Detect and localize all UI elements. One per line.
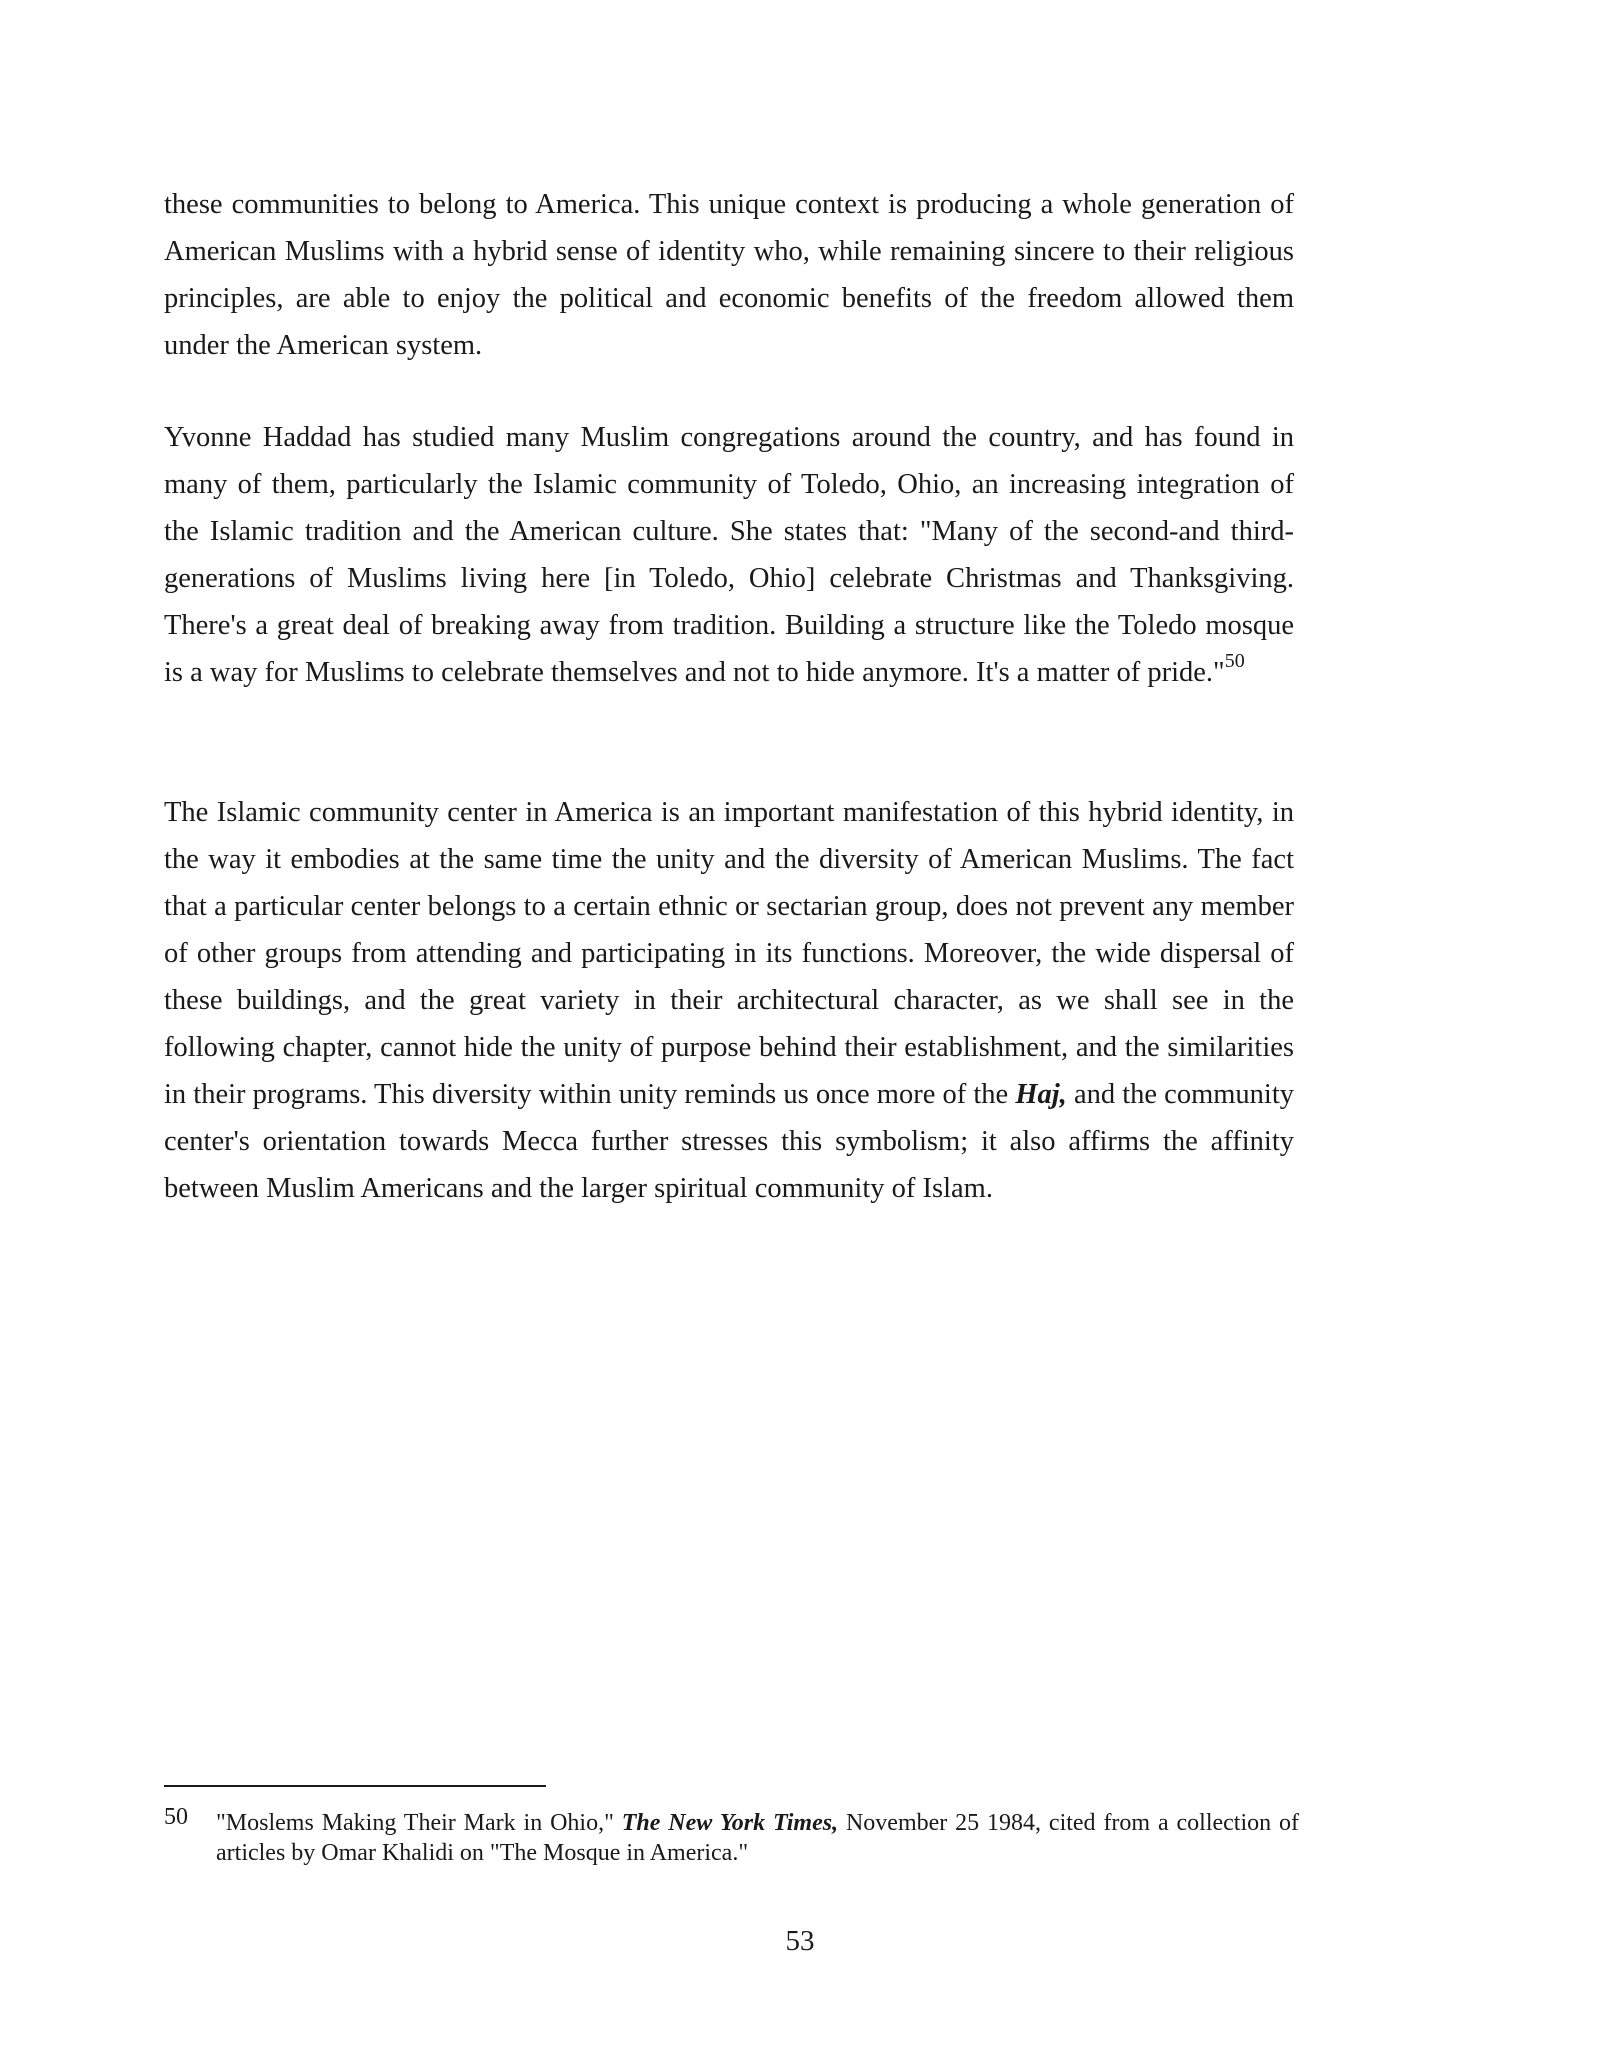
paragraph-1-text: these communities to belong to America. This unique context is producing a whole generation of American Muslims with a hybrid sense of identity who, while remaining sincere to their religious principles, are able to enjoy the political and economic benefits of the freedom allowed them under the American system. bbox=[164, 189, 1294, 361]
footnote-reference-50: 50 bbox=[1224, 649, 1245, 672]
footnote-text bbox=[216, 1808, 1299, 1868]
footnote-number: 50 bbox=[164, 1804, 188, 1830]
paragraph-3-text-after: and the community center's orientation towards Mecca further stresses this symbolism; it also affirms the affinity between Muslim Americans and the larger spiritual community of Islam. bbox=[164, 1079, 1294, 1204]
body-paragraph-2 bbox=[164, 414, 1294, 696]
paragraph-3-italic-haj: Haj, bbox=[1015, 1079, 1067, 1110]
paragraph-2-text: Yvonne Haddad has studied many Muslim congregations around the country, and has found in many of them, particularly the Islamic community of Toledo, Ohio, an increasing integration of the Islamic tradition and the American culture. She states that: "Many of the second-and third-generations of Muslims living here [in Toledo, Ohio] celebrate Christmas and Thanksgiving. There's a great deal of breaking away from tradition. Building a structure like the Toledo mosque is a way for Muslims to celebrate themselves and not to hide anymore. It's a matter of pride." bbox=[164, 422, 1294, 688]
footnote-publication-title: The New York Times, bbox=[621, 1810, 839, 1836]
footnote-text-after: November 25 1984, cited from a collection of articles by Omar Khalidi on "The Mosque in America." bbox=[216, 1810, 1300, 1866]
footnote-text-before: "Moslems Making Their Mark in Ohio," bbox=[216, 1810, 614, 1836]
footnote-separator-rule bbox=[164, 1785, 546, 1787]
body-paragraph-3 bbox=[164, 789, 1294, 1212]
body-paragraph-1 bbox=[164, 181, 1294, 369]
footnote-50 bbox=[164, 1804, 1300, 1868]
page-number: 53 bbox=[785, 1925, 815, 1957]
paragraph-3-text-before: The Islamic community center in America is an important manifestation of this hybrid identity, in the way it embodies at the same time the unity and the diversity of American Muslims. The fact that a particular center belongs to a certain ethnic or sectarian group, does not prevent any member of other groups from attending and participating in its functions. Moreover, the wide dispersal of these buildings, and the great variety in their architectural character, as we shall see in the following chapter, cannot hide the unity of purpose behind their establishment, and the similarities in their programs. This diversity within unity reminds us once more of the bbox=[164, 797, 1294, 1110]
